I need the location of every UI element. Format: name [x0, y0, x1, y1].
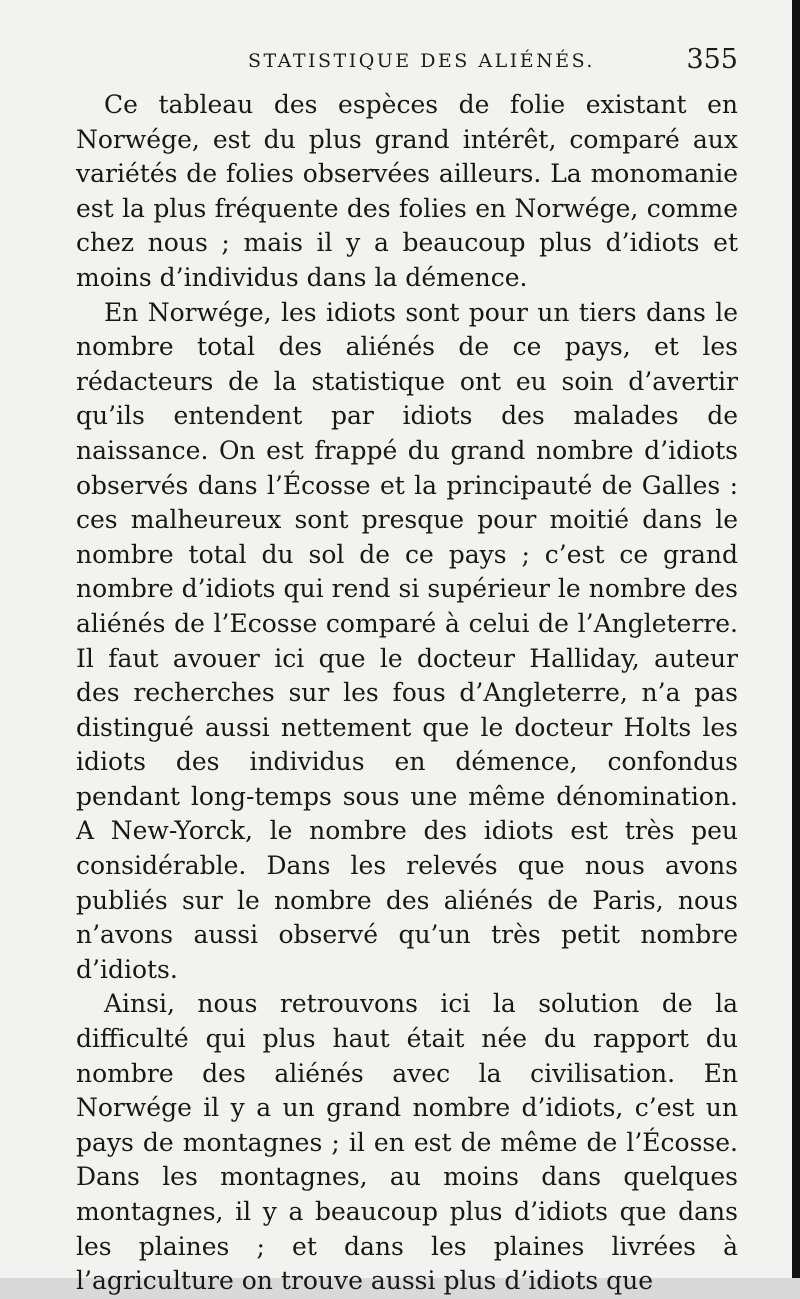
paragraph-2: En Norwége, les idiots sont pour un tiers dans le nombre total des aliénés de ce pays, et les rédacteurs de la statistique ont eu soin d’avertir qu’ils entendent par idiots des malades de naissance. On est frappé du grand nombre d’idiots observés dans l’Écosse et la principauté de Galles : ces malheureux sont presque pour moitié dans le nombre total du sol de ce pays ; c’est ce grand nombre d’idiots qui rend si supérieur le nombre des aliénés de l’Ecosse comparé à celui de l’Angleterre. Il faut avouer ici que le docteur Halliday, auteur des recherches sur les fous d’Angleterre, n’a pas distingué aussi nettement que le docteur Holts les idiots des individus en démence, confondus pendant long-temps sous une même dénomination. A New-Yorck, le nombre des idiots est très peu considérable. Dans les relevés que nous avons publiés sur le nombre des aliénés de Paris, nous n’avons aussi observé qu’un très petit nombre d’idiots. — [76, 297, 738, 984]
paragraph-3: Ainsi, nous retrouvons ici la solution de la difficulté qui plus haut était née du rapport du nombre des aliénés avec la civilisation. En Norwége il y a un grand nombre d’idiots, c’est un pays de montagnes ; il en est de même de l’Écosse. Dans les montagnes, au moins dans quelques montagnes, il y a beaucoup plus d’idiots que dans les plaines ; et dans les plaines livrées à l’agriculture on trouve aussi plus d’idiots que — [76, 989, 738, 1296]
running-head: STATISTIQUE DES ALIÉNÉS. — [248, 50, 595, 72]
page-header — [78, 42, 738, 78]
page-number: 355 — [686, 44, 738, 75]
paragraph-1: Ce tableau des espèces de folie existant en Norwége, est du plus grand intérêt, comparé aux variétés de folies observées ailleurs. La monomanie est la plus fréquente des folies en Norwége, comme chez nous ; mais il y a beaucoup plus d’idiots et moins d’individus dans la démence. — [76, 90, 738, 292]
page-edge-shadow — [792, 0, 800, 1278]
body-text — [76, 88, 738, 1299]
